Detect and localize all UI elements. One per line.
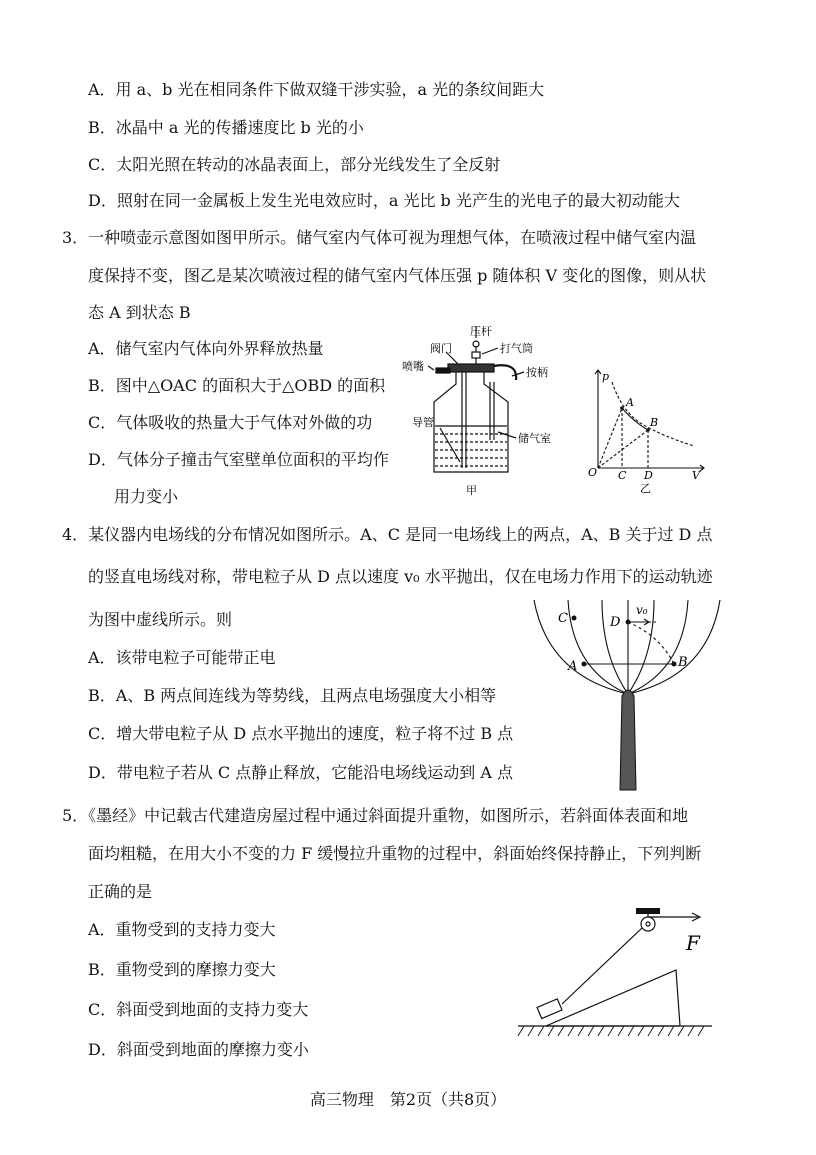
label-pump-cylinder: 打气筒 (500, 342, 533, 355)
q5-option-d: D．斜面受到地面的摩擦力变小 (88, 1040, 309, 1059)
electric-field-figure (528, 596, 724, 794)
q3-stem-line-3: 态 A 到状态 B (88, 303, 191, 322)
q5-stem-line-3: 正确的是 (88, 882, 153, 901)
label-V: V (692, 469, 700, 482)
label-B: B (650, 416, 659, 429)
page-footer: 高三物理 第2页（共8页） (309, 1090, 507, 1109)
q4-option-b: B．A、B 两点间连线为等势线，且两点电场强度大小相等 (88, 686, 497, 705)
q3-option-d-cont: 用力变小 (114, 487, 179, 506)
q4-stem-line-2: 的竖直电场线对称，带电粒子从 D 点以速度 v₀ 水平抛出，仅在电场力作用下的运动轨迹 (88, 567, 713, 586)
q3-option-c: C．气体吸收的热量大于气体对外做的功 (88, 413, 373, 432)
label-A-point: A (568, 659, 578, 674)
q2-option-d: D．照射在同一金属板上发生光电效应时，a 光比 b 光产生的光电子的最大初动能大 (88, 191, 680, 210)
q2-option-b: B．冰晶中 a 光的传播速度比 b 光的小 (88, 118, 364, 137)
q4-option-d: D．带电粒子若从 C 点静止释放，它能沿电场线运动到 A 点 (88, 763, 513, 782)
label-tube: 导管 (412, 416, 434, 429)
q3-option-a: A．储气室内气体向外界释放热量 (88, 339, 324, 358)
caption-yi: 乙 (640, 482, 651, 494)
q4-option-a: A．该带电粒子可能带正电 (88, 648, 276, 667)
label-nozzle: 喷嘴 (402, 360, 424, 373)
incline-figure (516, 902, 716, 1044)
label-F: F (686, 931, 700, 955)
q4-option-c: C．增大带电粒子从 D 点水平抛出的速度，粒子将不过 B 点 (88, 724, 514, 743)
q3-stem-line-2: 度保持不变，图乙是某次喷液过程的储气室内气体压强 p 随体积 V 变化的图像，则从状 (88, 266, 707, 285)
label-C: C (618, 469, 627, 482)
label-valve: 阀门 (430, 342, 452, 355)
q5-option-c: C．斜面受到地面的支持力变大 (88, 1000, 309, 1019)
q3-option-b: B．图中△OAC 的面积大于△OBD 的面积 (88, 376, 386, 395)
q3-stem-line-1: 3．一种喷壶示意图如图甲所示。储气室内气体可视为理想气体，在喷液过程中储气室内温 (62, 228, 697, 247)
label-C-point: C (558, 611, 568, 626)
label-handle: 按柄 (526, 366, 548, 379)
q5-option-a: A．重物受到的支持力变大 (88, 920, 276, 939)
q2-option-a: A．用 a、b 光在相同条件下做双缝干涉实验，a 光的条纹间距大 (88, 80, 545, 99)
sprayer-figure (398, 322, 570, 500)
caption-jia: 甲 (466, 484, 477, 497)
label-D-point: D (610, 615, 621, 630)
q3-option-d: D．气体分子撞击气室壁单位面积的平均作 (88, 450, 389, 469)
q5-option-b: B．重物受到的摩擦力变大 (88, 960, 276, 979)
label-B-point: B (678, 655, 688, 670)
pv-graph-figure (582, 364, 708, 494)
q2-option-c: C．太阳光照在转动的冰晶表面上，部分光线发生了全反射 (88, 155, 501, 174)
label-air-chamber: 储气室 (518, 432, 551, 445)
label-press-rod: 压杆 (470, 325, 492, 338)
label-A: A (626, 396, 634, 409)
q4-stem-line-1: 4．某仪器内电场线的分布情况如图所示。A、C 是同一电场线上的两点，A、B 关于过 D 点 (62, 525, 713, 544)
label-O: O (588, 466, 598, 479)
q5-stem-line-2: 面均粗糙，在用大小不变的力 F 缓慢拉升重物的过程中，斜面始终保持静止，下列判断 (88, 844, 702, 863)
q5-stem-line-1: 5．《墨经》中记载古代建造房屋过程中通过斜面提升重物，如图所示，若斜面体表面和地 (62, 806, 689, 825)
label-v0: v₀ (636, 603, 648, 617)
label-D: D (644, 469, 653, 482)
q4-stem-line-3: 为图中虚线所示。则 (88, 610, 233, 629)
label-p: p (602, 370, 610, 383)
